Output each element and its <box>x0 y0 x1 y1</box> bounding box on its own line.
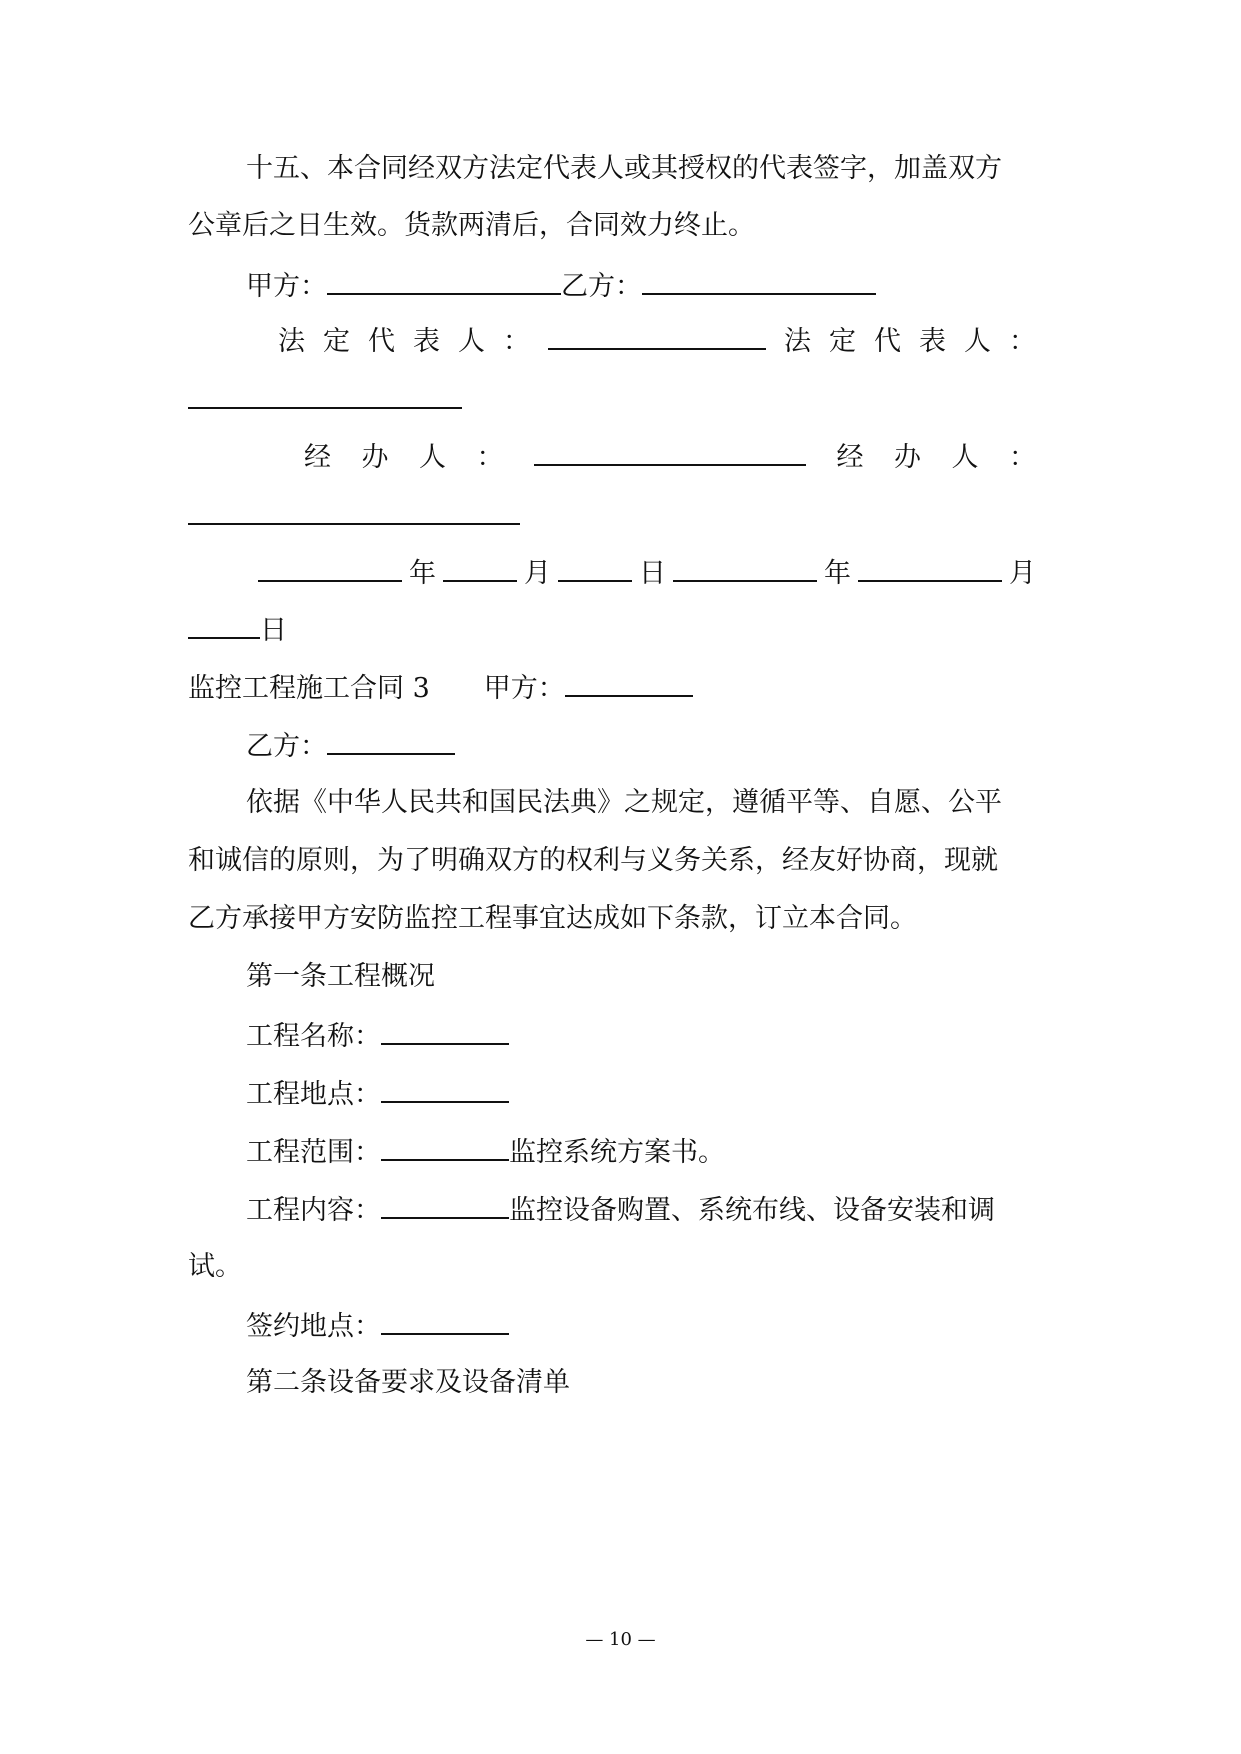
intro-line-3: 乙方承接甲方安防监控工程事宜达成如下条款，订立本合同。 <box>188 903 917 934</box>
project-scope-label: 工程范围： <box>246 1137 381 1168</box>
article-1-title: 第一条工程概况 <box>246 961 435 992</box>
legal-rep-row <box>278 320 1036 362</box>
handler-a-char: 人 <box>419 442 446 473</box>
handler-row <box>304 436 1036 478</box>
legal-rep-b-blank <box>188 379 462 409</box>
handler-a-char: 经 <box>304 442 331 473</box>
handler-b-row <box>188 495 520 537</box>
clause-15-line-1: 十五、本合同经双方法定代表人或其授权的代表签字，加盖双方 <box>246 153 1002 184</box>
page-number: — 10 — <box>585 1629 656 1650</box>
project-location-blank <box>381 1073 509 1103</box>
party-a-blank <box>327 265 561 295</box>
project-content-suffix: 监控设备购置、系统布线、设备安装和调 <box>509 1195 995 1226</box>
legal-rep-b-char: 定 <box>829 326 856 357</box>
legal-rep-b-char: 表 <box>919 326 946 357</box>
intro-line-1: 依据《中华人民共和国民法典》之规定，遵循平等、自愿、公平 <box>246 787 1002 818</box>
project-scope-row <box>246 1131 725 1173</box>
legal-rep-a-char: 代 <box>368 326 395 357</box>
article-2-title: 第二条设备要求及设备清单 <box>246 1367 570 1398</box>
date-b-day-label: 日 <box>260 615 287 646</box>
handler-a-char: ： <box>476 442 504 473</box>
handler-b-char: 人 <box>951 442 979 473</box>
signing-place-label: 签约地点： <box>246 1311 381 1342</box>
handler-b-blank <box>188 495 520 525</box>
c3-party-a-label: 甲方： <box>483 673 565 704</box>
project-name-blank <box>381 1015 509 1045</box>
party-b-label: 乙方： <box>561 271 642 302</box>
intro-line-2: 和诚信的原则，为了明确双方的权利与义务关系，经友好协商，现就 <box>188 845 998 876</box>
legal-rep-b-char: 人 <box>964 326 991 357</box>
date-b-day-row <box>188 609 287 651</box>
contract-3-heading-row <box>188 667 693 709</box>
legal-rep-b-char: 法 <box>784 326 811 357</box>
legal-rep-a-char: 人 <box>458 326 485 357</box>
project-name-row <box>246 1015 509 1057</box>
project-content-label: 工程内容： <box>246 1195 381 1226</box>
date-b-year-blank <box>673 552 817 582</box>
signing-place-blank <box>381 1305 509 1335</box>
legal-rep-b-char: 代 <box>874 326 901 357</box>
project-location-label: 工程地点： <box>246 1079 381 1110</box>
legal-rep-a-char: 法 <box>278 326 305 357</box>
handler-b-char: 经 <box>836 442 864 473</box>
handler-a-blank <box>534 436 806 466</box>
date-a-day-blank <box>558 552 632 582</box>
date-a-year-blank <box>258 552 402 582</box>
date-a-month-blank <box>443 552 517 582</box>
handler-a-char: 办 <box>361 442 389 473</box>
c3-party-a-blank <box>565 667 693 697</box>
date-b-month-blank <box>858 552 1002 582</box>
signing-place-row <box>246 1305 509 1347</box>
date-b-month-label: 月 <box>1009 558 1036 589</box>
party-b-blank <box>642 265 876 295</box>
date-b-day-blank <box>188 609 260 639</box>
date-row <box>258 552 1036 594</box>
project-scope-blank <box>381 1131 509 1161</box>
handler-b-char: ： <box>1009 442 1036 473</box>
handler-b-char: 办 <box>894 442 921 473</box>
clause-15-line-2: 公章后之日生效。货款两清后，合同效力终止。 <box>188 210 755 241</box>
project-content-row <box>246 1189 995 1231</box>
legal-rep-a-char: 定 <box>323 326 350 357</box>
project-location-row <box>246 1073 509 1115</box>
project-content-blank <box>381 1189 509 1219</box>
project-content-line-2: 试。 <box>188 1251 242 1282</box>
project-name-label: 工程名称： <box>246 1021 381 1052</box>
legal-rep-b-char: ： <box>1009 326 1036 357</box>
legal-rep-a-blank <box>548 320 766 350</box>
contract-3-title: 监控工程施工合同 3 <box>188 673 430 704</box>
c3-party-b-row <box>246 725 455 767</box>
legal-rep-b-row <box>188 379 462 421</box>
project-scope-suffix: 监控系统方案书。 <box>509 1137 725 1168</box>
date-a-month-label: 月 <box>524 558 551 589</box>
date-a-day-label: 日 <box>639 558 666 589</box>
date-a-year-label: 年 <box>409 558 436 589</box>
signature-parties-row <box>246 265 876 307</box>
legal-rep-a-char: ： <box>503 326 530 357</box>
legal-rep-a-char: 表 <box>413 326 440 357</box>
date-b-year-label: 年 <box>824 558 851 589</box>
c3-party-b-blank <box>327 725 455 755</box>
party-a-label: 甲方： <box>246 271 327 302</box>
c3-party-b-label: 乙方： <box>246 731 327 762</box>
